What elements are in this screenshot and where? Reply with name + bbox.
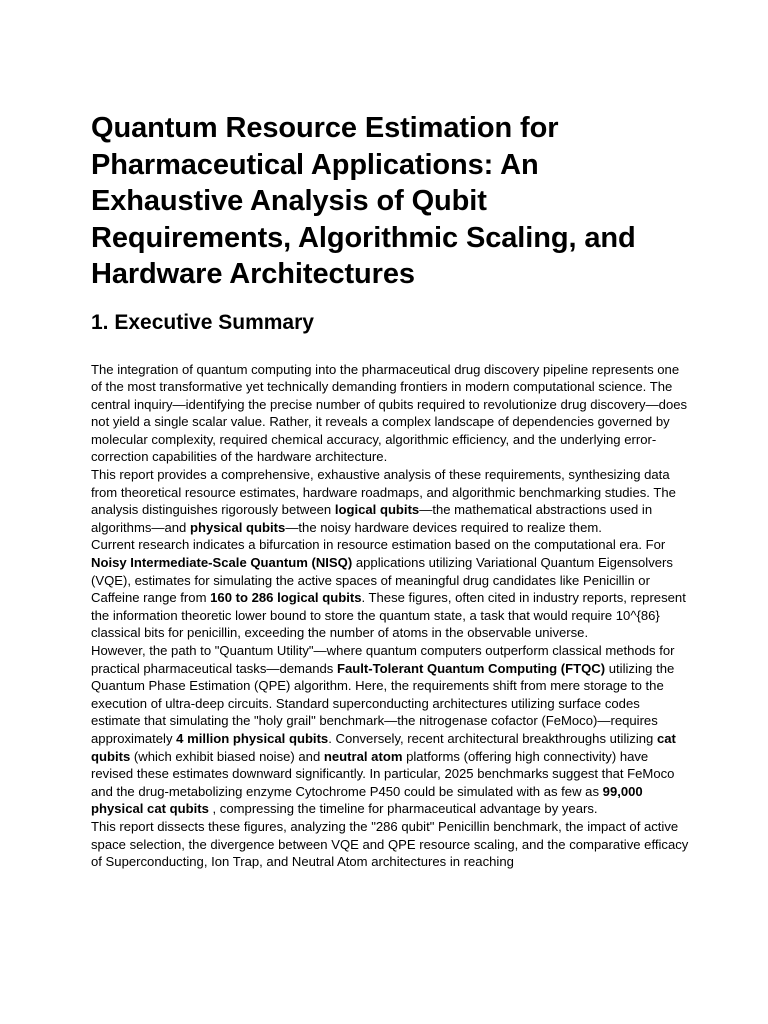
body-paragraph bbox=[91, 536, 691, 642]
bold-term: cat qubits bbox=[91, 730, 676, 764]
text-run: (which exhibit biased noise) and bbox=[130, 748, 324, 764]
bold-term: Fault-Tolerant Quantum Computing (FTQC) bbox=[336, 660, 606, 676]
section-heading: 1. Executive Summary bbox=[91, 310, 314, 334]
bold-term: 4 million physical qubits bbox=[176, 730, 329, 746]
text-run: applications utilizing Variational Quantum Eigensolvers (VQE), estimates for simulating the active spaces of meaningful drug candidates like Penicillin or Caffeine range from bbox=[91, 555, 673, 606]
document-title: Quantum Resource Estimation for Pharmaceutical Applications: An Exhaustive Analysis of Qubit Requirements, Algorithmic Scaling, and Hardware Architectures bbox=[91, 112, 636, 290]
text-run: The integration of quantum computing into the pharmaceutical drug discovery pipeline represents one of the most transformative yet technically demanding frontiers in modern computational science. The central inquiry—identifying the precise number of qubits required to revolutionize drug discovery—does not yield a single scalar value. Rather, it reveals a complex landscape of dependencies governed by molecular complexity, required chemical accuracy, algorithmic efficiency, and the underlying error-correction capabilities of the hardware architecture. bbox=[91, 361, 688, 465]
bold-term: neutral atom bbox=[323, 748, 403, 764]
text-run: —the mathematical abstractions used in algorithms—and bbox=[91, 502, 653, 535]
body-paragraph bbox=[91, 466, 691, 536]
text-run: However, the path to "Quantum Utility"—where quantum computers outperform classical methods for practical pharmaceutical tasks—demands bbox=[91, 643, 675, 676]
text-run: . Conversely, recent architectural breakthroughs utilizing bbox=[328, 730, 657, 746]
text-run: Current research indicates a bifurcation in resource estimation based on the computational era. For bbox=[91, 537, 666, 553]
text-run: . These figures, often cited in industry reports, represent the information theoretic lower bound to store the quantum state, a task that would require 10^{86} classical bits for penicillin, exceeding the number of atoms in the observable universe. bbox=[91, 590, 686, 641]
bold-term: 99,000 physical cat qubits bbox=[91, 783, 643, 817]
text-run: , compressing the timeline for pharmaceutical advantage by years. bbox=[208, 801, 598, 817]
text-run: This report provides a comprehensive, exhaustive analysis of these requirements, synthesizing data from theoretical resource estimates, hardware roadmaps, and algorithmic benchmarking studies. The analysis distinguishes rigorously between bbox=[91, 467, 676, 518]
bold-term: logical qubits bbox=[334, 502, 420, 518]
body-paragraph bbox=[91, 361, 691, 467]
text-run: platforms (offering high connectivity) have revised these estimates downward significantly. In particular, 2025 benchmarks suggest that FeMoco and the drug-metabolizing enzyme Cytochrome P450 could be simulated with as few as bbox=[91, 748, 675, 799]
body-paragraph bbox=[91, 818, 691, 871]
section-body bbox=[91, 361, 691, 871]
bold-term: Noisy Intermediate-Scale Quantum (NISQ) bbox=[91, 555, 353, 571]
text-run: utilizing the Quantum Phase Estimation (QPE) algorithm. Here, the requirements shift from mere storage to the execution of ultra-deep circuits. Standard superconducting architectures utilizing surface codes estimate that simulating the "holy grail" benchmark—the nitrogenase cofactor (FeMoco)—requires approximately bbox=[91, 660, 675, 746]
body-paragraph bbox=[91, 642, 691, 818]
bold-term: 160 to 286 logical qubits bbox=[210, 590, 362, 606]
document-page bbox=[91, 110, 691, 871]
text-run: This report dissects these figures, analyzing the "286 qubit" Penicillin benchmark, the impact of active space selection, the divergence between VQE and QPE resource scaling, and the comparative efficacy of Superconducting, Ion Trap, and Neutral Atom architectures in reaching bbox=[91, 818, 689, 870]
text-run: —the noisy hardware devices required to realize them. bbox=[285, 519, 602, 535]
bold-term: physical qubits bbox=[189, 519, 286, 535]
